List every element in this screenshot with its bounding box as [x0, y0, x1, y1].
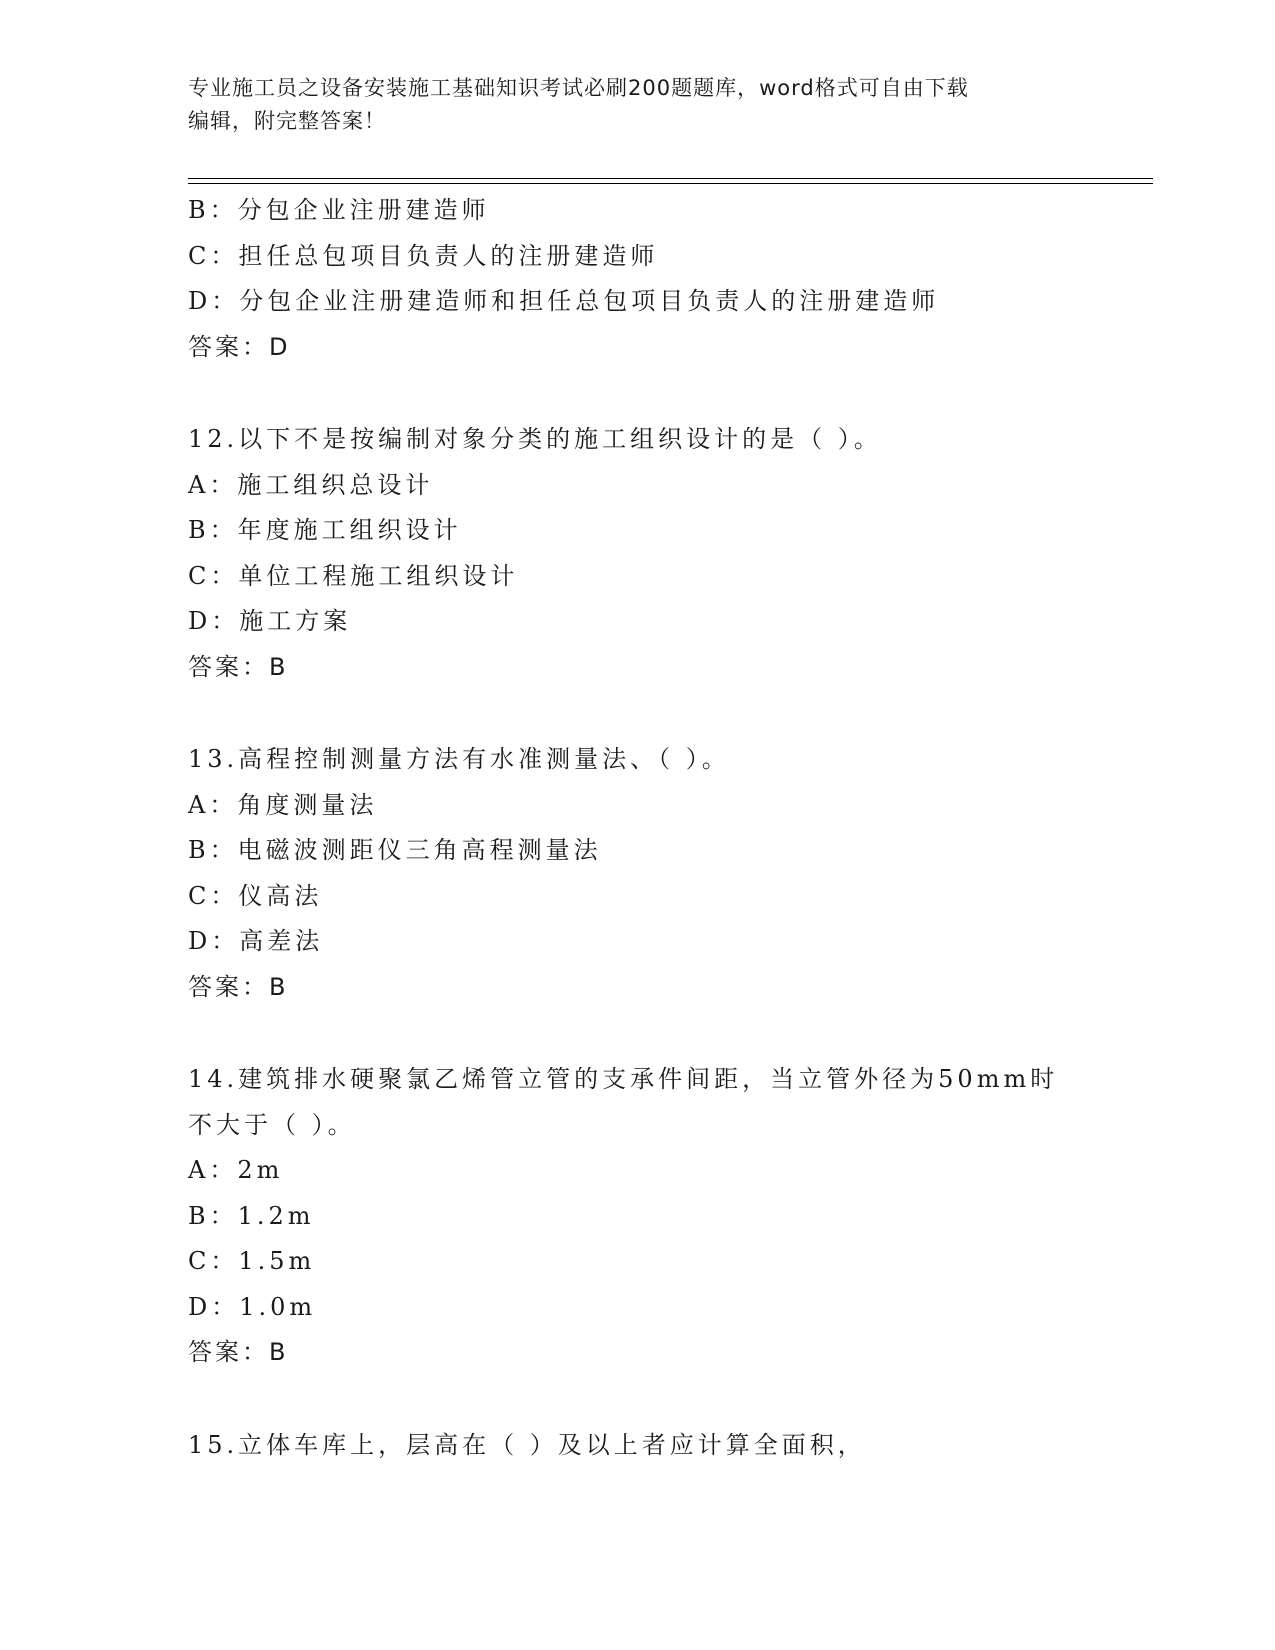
- question-stem: 12.以下不是按编制对象分类的施工组织设计的是（ ）。: [188, 425, 882, 453]
- option-b: B：年度施工组织设计: [188, 516, 462, 544]
- question-stem: 13.高程控制测量方法有水准测量法、（ ）。: [188, 745, 730, 773]
- question-11: [188, 188, 1128, 370]
- option-b: B：1.2m: [188, 1201, 315, 1230]
- header-line-1: 专业施工员之设备安装施工基础知识考试必刷200题题库，word格式可自由下载: [188, 76, 969, 100]
- option-a: A：角度测量法: [188, 790, 378, 819]
- option-c: C：1.5m: [188, 1247, 316, 1275]
- option-a: A：施工组织总设计: [188, 470, 434, 499]
- answer: 答案：B: [188, 972, 289, 1001]
- answer: 答案：D: [188, 332, 291, 361]
- document-header: [188, 72, 1068, 138]
- question-13: [188, 737, 1128, 1010]
- option-c: C：仪高法: [188, 881, 323, 910]
- option-d: D：1.0m: [188, 1292, 317, 1321]
- option-d: D：分包企业注册建造师和担任总包项目负责人的注册建造师: [188, 287, 940, 315]
- question-12: [188, 417, 1128, 690]
- question-list: [188, 188, 1128, 1468]
- question-15: [188, 1423, 1128, 1469]
- option-c: C：单位工程施工组织设计: [188, 561, 519, 590]
- answer: 答案：B: [188, 652, 289, 681]
- answer: 答案：B: [188, 1338, 289, 1366]
- option-b: B：电磁波测距仪三角高程测量法: [188, 836, 602, 864]
- question-stem-line-1: 14.建筑排水硬聚氯乙烯管立管的支承件间距，当立管外径为50mm时: [188, 1065, 1059, 1093]
- header-divider-bottom: [188, 183, 1153, 184]
- question-stem-line-2: 不大于（ ）。: [188, 1110, 356, 1139]
- option-b: B：分包企业注册建造师: [188, 196, 490, 224]
- option-d: D：高差法: [188, 927, 324, 955]
- spacer: [188, 1010, 1128, 1057]
- header-divider-top: [188, 178, 1153, 179]
- option-a: A：2m: [188, 1156, 284, 1184]
- option-c: C：担任总包项目负责人的注册建造师: [188, 241, 659, 270]
- header-line-2: 编辑，附完整答案！: [188, 109, 386, 133]
- option-d: D：施工方案: [188, 607, 352, 635]
- spacer: [188, 690, 1128, 737]
- question-14: [188, 1057, 1128, 1376]
- spacer: [188, 370, 1128, 417]
- spacer: [188, 1376, 1128, 1423]
- question-stem: 15.立体车库上，层高在（ ）及以上者应计算全面积，: [188, 1430, 866, 1459]
